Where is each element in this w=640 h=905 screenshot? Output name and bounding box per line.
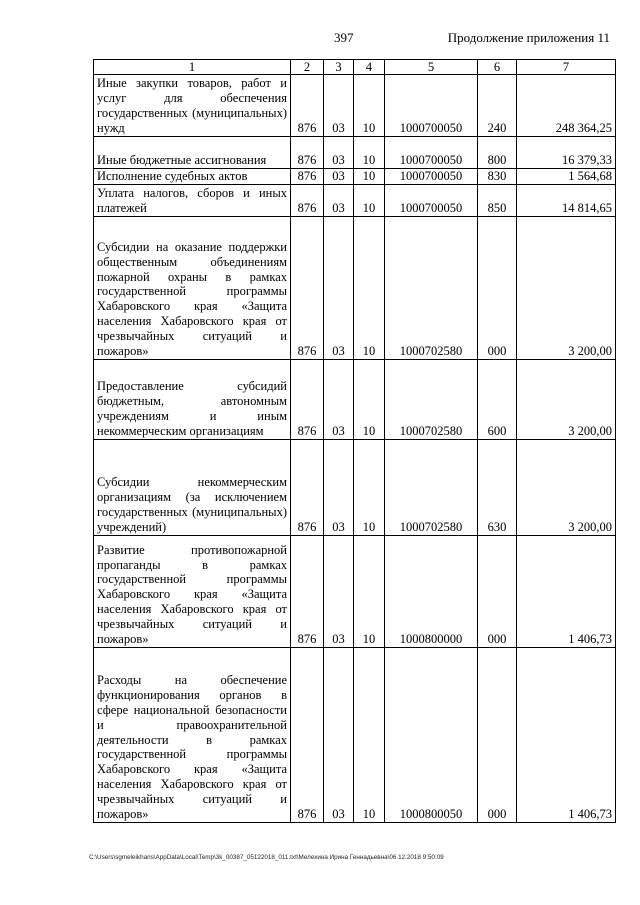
expense-type: 850 — [478, 185, 517, 217]
expense-type: 630 — [478, 440, 517, 536]
expense-name: Иные бюджетные ассигнования — [94, 137, 291, 169]
continuation-label: Продолжение приложения 11 — [447, 30, 610, 45]
table-row — [94, 137, 616, 169]
expense-type: 800 — [478, 137, 517, 169]
target-article: 1000800050 — [385, 648, 478, 823]
section-code: 03 — [324, 185, 354, 217]
ministry-code: 876 — [291, 169, 324, 185]
section-code: 03 — [324, 536, 354, 648]
ministry-code: 876 — [291, 137, 324, 169]
amount: 3 200,00 — [517, 440, 616, 536]
expense-type: 000 — [478, 217, 517, 360]
subsection-code: 10 — [354, 648, 385, 823]
section-code: 03 — [324, 217, 354, 360]
file-path-footer: C:\Users\sgmeleikhans\AppData\Local\Temp\3k_00387_05122018_011.txt\Мелехина Ирина Геннадьевна\06.12.2018 9:50:09 — [89, 854, 444, 861]
section-code: 03 — [324, 648, 354, 823]
page-number: 397 — [334, 30, 354, 45]
section-code: 03 — [324, 75, 354, 137]
expense-type: 830 — [478, 169, 517, 185]
column-header: 7 — [517, 60, 616, 75]
amount: 16 379,33 — [517, 137, 616, 169]
column-header: 4 — [354, 60, 385, 75]
section-code: 03 — [324, 440, 354, 536]
ministry-code: 876 — [291, 440, 324, 536]
expense-name: Предоставление субсидий бюджетным, автономным учреждениям и иным некоммерческим организациям — [94, 360, 291, 440]
table-row — [94, 75, 616, 137]
section-code: 03 — [324, 137, 354, 169]
ministry-code: 876 — [291, 185, 324, 217]
column-header: 1 — [94, 60, 291, 75]
amount: 3 200,00 — [517, 217, 616, 360]
target-article: 1000700050 — [385, 75, 478, 137]
amount: 1 564,68 — [517, 169, 616, 185]
ministry-code: 876 — [291, 75, 324, 137]
table-row — [94, 185, 616, 217]
expense-type: 000 — [478, 648, 517, 823]
expense-name: Иные закупки товаров, работ и услуг для обеспечения государственных (муниципальных) нужд — [94, 75, 291, 137]
table-row — [94, 648, 616, 823]
section-code: 03 — [324, 169, 354, 185]
target-article: 1000700050 — [385, 185, 478, 217]
column-header: 6 — [478, 60, 517, 75]
header-row — [94, 60, 616, 75]
section-code: 03 — [324, 360, 354, 440]
column-header: 3 — [324, 60, 354, 75]
subsection-code: 10 — [354, 440, 385, 536]
subsection-code: 10 — [354, 137, 385, 169]
target-article: 1000700050 — [385, 137, 478, 169]
amount: 1 406,73 — [517, 648, 616, 823]
budget-table — [93, 59, 616, 823]
table-row — [94, 217, 616, 360]
subsection-code: 10 — [354, 536, 385, 648]
target-article: 1000702580 — [385, 217, 478, 360]
amount: 1 406,73 — [517, 536, 616, 648]
ministry-code: 876 — [291, 360, 324, 440]
amount: 14 814,65 — [517, 185, 616, 217]
column-header: 5 — [385, 60, 478, 75]
amount: 3 200,00 — [517, 360, 616, 440]
column-header: 2 — [291, 60, 324, 75]
target-article: 1000800000 — [385, 536, 478, 648]
expense-type: 600 — [478, 360, 517, 440]
expense-type: 000 — [478, 536, 517, 648]
expense-name: Уплата налогов, сборов и иных платежей — [94, 185, 291, 217]
table-row — [94, 360, 616, 440]
expense-name: Расходы на обеспечение функционирования органов в сфере национальной безопасности и правоохранительной деятельности в рамках государственной программы Хабаровского края «Защита населения Хабаровского края от чрезвычайных ситуаций и пожаров» — [94, 648, 291, 823]
table-row — [94, 440, 616, 536]
ministry-code: 876 — [291, 648, 324, 823]
expense-name: Развитие противопожарной пропаганды в рамках государственной программы Хабаровского края «Защита населения Хабаровского края от чрезвычайных ситуаций и пожаров» — [94, 536, 291, 648]
ministry-code: 876 — [291, 536, 324, 648]
subsection-code: 10 — [354, 75, 385, 137]
target-article: 1000702580 — [385, 360, 478, 440]
expense-name: Исполнение судебных актов — [94, 169, 291, 185]
expense-type: 240 — [478, 75, 517, 137]
subsection-code: 10 — [354, 217, 385, 360]
expense-name: Субсидии некоммерческим организациям (за исключением государственных (муниципальных) учреждений) — [94, 440, 291, 536]
amount: 248 364,25 — [517, 75, 616, 137]
subsection-code: 10 — [354, 360, 385, 440]
expense-name: Субсидии на оказание поддержки общественным объединениям пожарной охраны в рамках государственной программы Хабаровского края «Защита населения Хабаровского края от чрезвычайных ситуаций и пожаров» — [94, 217, 291, 360]
subsection-code: 10 — [354, 185, 385, 217]
subsection-code: 10 — [354, 169, 385, 185]
ministry-code: 876 — [291, 217, 324, 360]
target-article: 1000700050 — [385, 169, 478, 185]
table-row — [94, 536, 616, 648]
table-row — [94, 169, 616, 185]
target-article: 1000702580 — [385, 440, 478, 536]
